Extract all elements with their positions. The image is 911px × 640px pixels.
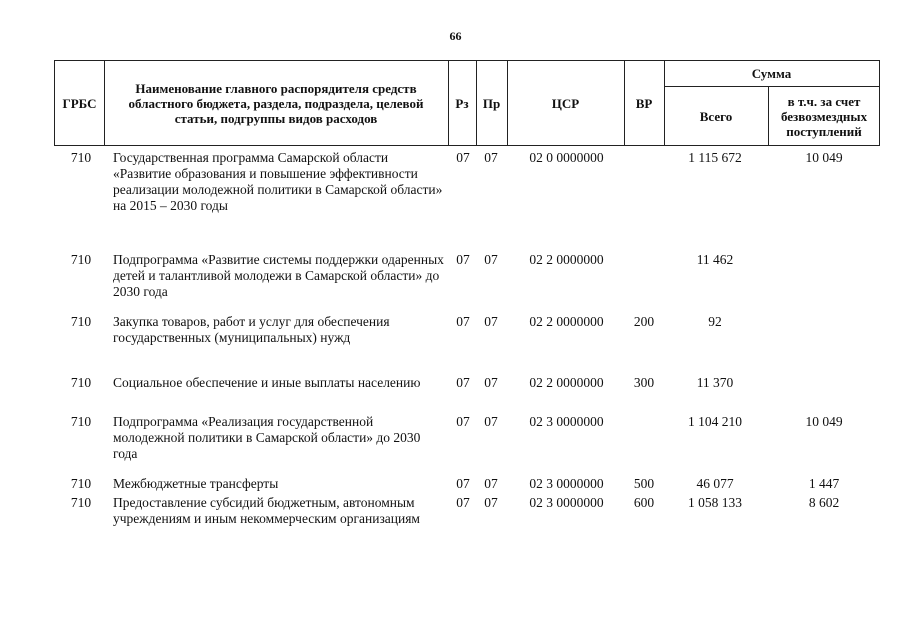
cell-pr: 07	[484, 476, 498, 491]
cell-csr: 02 2 0000000	[529, 314, 604, 329]
cell-total: 11 462	[696, 252, 734, 267]
cell-grbs: 710	[70, 495, 92, 510]
cell-csr: 02 3 0000000	[529, 495, 604, 510]
header-divider	[104, 61, 105, 145]
cell-pr: 07	[484, 375, 498, 390]
page-number: 66	[449, 29, 462, 43]
cell-total: 1 058 133	[688, 495, 742, 510]
table-header	[54, 60, 880, 146]
cell-vr: 500	[633, 476, 655, 491]
header-rz: Рз	[455, 95, 469, 111]
cell-vr: 300	[633, 375, 655, 390]
cell-pr: 07	[484, 414, 498, 429]
cell-incl: 10 049	[805, 150, 843, 165]
cell-total: 1 115 672	[688, 150, 742, 165]
header-grbs: ГРБС	[62, 95, 97, 111]
header-csr: ЦСР	[551, 95, 580, 111]
cell-rz: 07	[456, 495, 470, 510]
cell-grbs: 710	[70, 375, 92, 390]
cell-csr: 02 3 0000000	[529, 414, 604, 429]
cell-rz: 07	[456, 375, 470, 390]
header-total: Всего	[699, 108, 733, 124]
cell-rz: 07	[456, 314, 470, 329]
cell-csr: 02 3 0000000	[529, 476, 604, 491]
cell-rz: 07	[456, 476, 470, 491]
header-pr: Пр	[482, 95, 501, 111]
cell-total: 92	[708, 314, 722, 329]
cell-grbs: 710	[70, 150, 92, 165]
cell-csr: 02 2 0000000	[529, 375, 604, 390]
cell-csr: 02 0 0000000	[529, 150, 604, 165]
cell-pr: 07	[484, 150, 498, 165]
cell-pr: 07	[484, 314, 498, 329]
cell-pr: 07	[484, 495, 498, 510]
header-sum: Сумма	[751, 66, 792, 81]
cell-incl: 1 447	[808, 476, 840, 491]
cell-name: Социальное обеспечение и иные выплаты населению	[113, 375, 421, 390]
cell-total: 46 077	[696, 476, 734, 491]
cell-grbs: 710	[70, 314, 92, 329]
cell-pr: 07	[484, 252, 498, 267]
cell-incl: 10 049	[805, 414, 843, 429]
cell-incl: 8 602	[808, 495, 840, 510]
cell-name: Подпрограмма «Развитие системы поддержки одаренных детей и талантливой молодежи в Самарской области» до 2030 года	[113, 252, 444, 299]
cell-name: Предоставление субсидий бюджетным, автономным учреждениям и иным некоммерческим организациям	[113, 495, 420, 526]
cell-name: Межбюджетные трансферты	[113, 476, 279, 491]
cell-vr: 200	[633, 314, 655, 329]
cell-grbs: 710	[70, 252, 92, 267]
cell-csr: 02 2 0000000	[529, 252, 604, 267]
cell-total: 1 104 210	[688, 414, 742, 429]
cell-vr: 600	[633, 495, 655, 510]
cell-name: Закупка товаров, работ и услуг для обеспечения государственных (муниципальных) нужд	[113, 314, 390, 345]
header-name: Наименование главного распорядителя средств областного бюджета, раздела, подраздела, целевой статьи, подгруппы видов расходов	[128, 80, 424, 126]
cell-grbs: 710	[70, 414, 92, 429]
cell-grbs: 710	[70, 476, 92, 491]
header-incl: в т.ч. за счет безвозмездных поступлений	[780, 93, 868, 139]
cell-rz: 07	[456, 252, 470, 267]
cell-name: Подпрограмма «Реализация государственной молодежной политики в Самарской области» до 2030 года	[113, 414, 421, 461]
header-vr: ВР	[635, 95, 653, 111]
cell-total: 11 370	[696, 375, 734, 390]
cell-rz: 07	[456, 414, 470, 429]
cell-name: Государственная программа Самарской области «Развитие образования и повышение эффективности реализации молодежной политики в Самарской области» на 2015 – 2030 годы	[113, 150, 443, 213]
cell-rz: 07	[456, 150, 470, 165]
